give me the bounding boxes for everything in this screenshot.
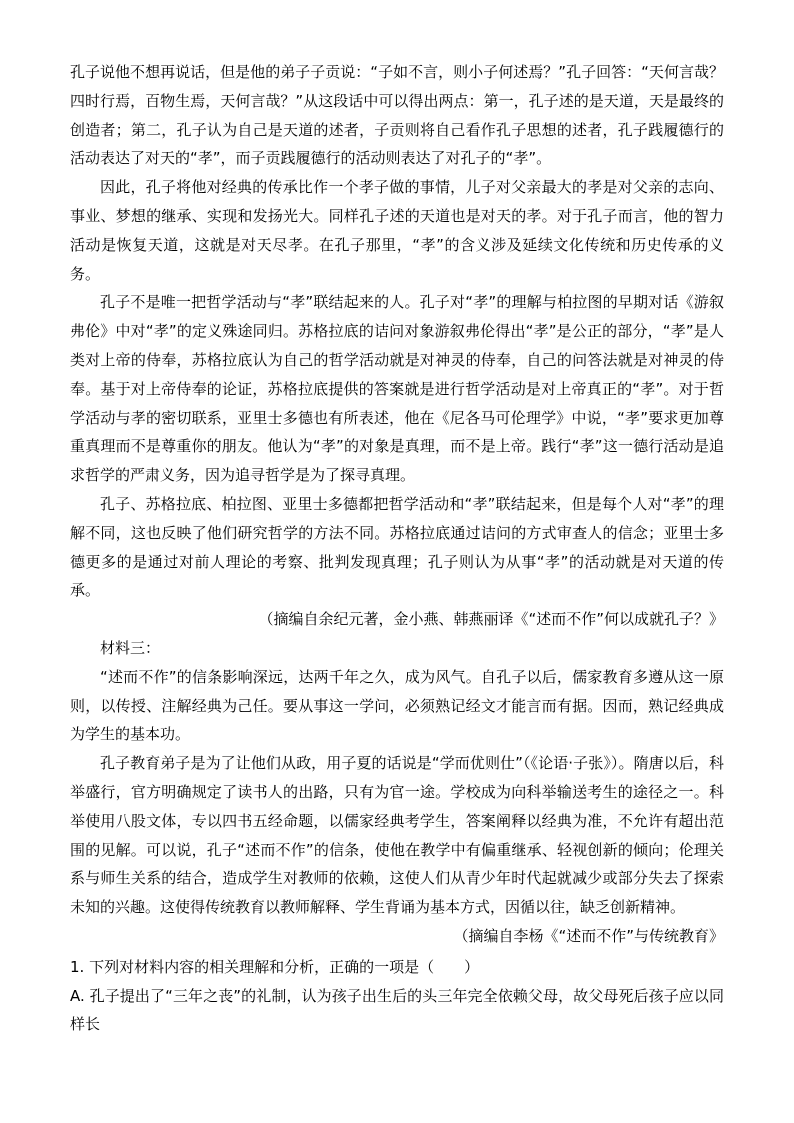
document-page xyxy=(70,58,724,1039)
paragraph-1: 孔子说他不想再说话，但是他的弟子子贡说：“子如不言，则小子何述焉？”孔子回答：“天何言哉？四时行焉，百物生焉，天何言哉？”从这段话中可以得出两点：第一，孔子述的是天道，天是最终的创造者；第二，孔子认为自己是天道的述者，子贡则将自己看作孔子思想的述者，孔子践履德行的活动表达了对天的“孝”，而子贡践履德行的活动则表达了对孔子的“孝”。 xyxy=(70,63,724,168)
paragraph-2: 因此，孔子将他对经典的传承比作一个孝子做的事情，儿子对父亲最大的孝是对父亲的志向、事业、梦想的继承、实现和发扬光大。同样孔子述的天道也是对天的孝。对于孔子而言，他的智力活动是恢复天道，这就是对天尽孝。在孔子那里，“孝”的含义涉及延续文化传统和历史传承的义务。 xyxy=(70,178,724,283)
option-a: A. 孔子提出了“三年之丧”的礼制，认为孩子出生后的头三年完全依赖父母，故父母死后孩子应以同样长 xyxy=(70,986,724,1034)
material-3-label: 材料三： xyxy=(100,638,161,657)
paragraph-5: “述而不作”的信条影响深远，达两千年之久，成为风气。自孔子以后，儒家教育多遵从这一原则，以传授、注解经典为己任。要从事这一学问，必须熟记经文才能言而有据。因而，熟记经典成为学生的基本功。 xyxy=(70,667,724,744)
source-citation-2: （摘编自李杨《“述而不作”与传统教育》 xyxy=(453,926,724,945)
question-1: 1. 下列对材料内容的相关理解和分析，正确的一项是（ ） xyxy=(70,957,480,976)
paragraph-6: 孔子教育弟子是为了让他们从政，用子夏的话说是“学而优则仕”（《论语·子张》）。隋唐以后，科举盛行，官方明确规定了读书人的出路，只有为官一途。学校成为向科举输送考生的途径之一。科举使用八股文体，专以四书五经命题，以儒家经典考学生，答案阐释以经典为准，不允许有超出范围的见解。可以说，孔子“述而不作”的信条，使他在教学中有偏重继承、轻视创新的倾向；伦理关系与师生关系的结合，造成学生对教师的依赖，这使人们从青少年时代起就减少或部分失去了探索未知的兴趣。这使得传统教育以教师解释、学生背诵为基本方式，因循以往，缺乏创新精神。 xyxy=(70,754,724,917)
paragraph-4: 孔子、苏格拉底、柏拉图、亚里士多德都把哲学活动和“孝”联结起来，但是每个人对“孝”的理解不同，这也反映了他们研究哲学的方法不同。苏格拉底通过诘问的方式审查人的信念；亚里士多德更多的是通过对前人理论的考察、批判发现真理；孔子则认为从事“孝”的活动就是对天道的传承。 xyxy=(70,494,724,600)
source-citation-1: （摘编自余纪元著，金小燕、韩燕丽译《“述而不作”何以成就孔子？》 xyxy=(258,610,724,629)
paragraph-3: 孔子不是唯一把哲学活动与“孝”联结起来的人。孔子对“孝”的理解与柏拉图的早期对话《游叙弗伦》中对“孝”的定义殊途同归。苏格拉底的诘问对象游叙弗伦得出“孝”是公正的部分，“孝”是人类对上帝的侍奉，苏格拉底认为自己的哲学活动就是对神灵的侍奉，自己的问答法就是对神灵的侍奉。基于对上帝侍奉的论证，苏格拉底提供的答案就是进行哲学活动是对上帝真正的“孝”。对于哲学活动与孝的密切联系，亚里士多德也有所表述，他在《尼各马可伦理学》中说，“孝”要求更加尊重真理而不是尊重你的朋友。他认为“孝”的对象是真理，而不是上帝。践行“孝”这一德行活动是追求哲学的严肃义务，因为追寻哲学是为了探寻真理。 xyxy=(70,293,724,485)
